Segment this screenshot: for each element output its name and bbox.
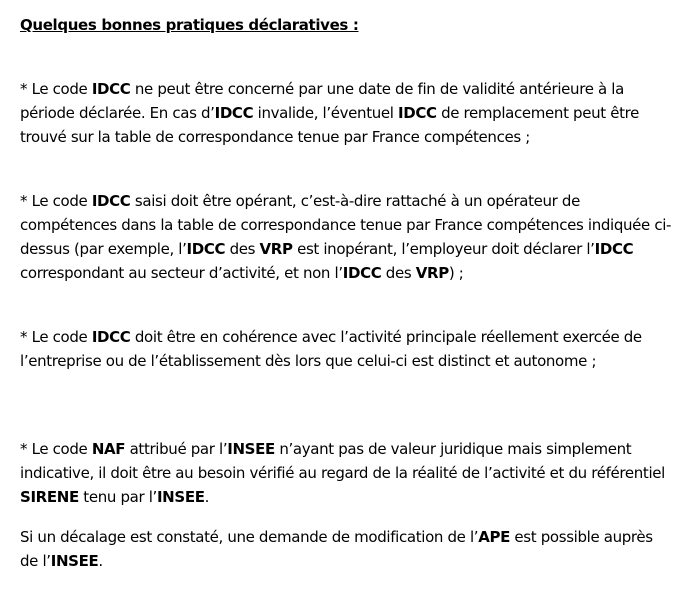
text-segment: Si un décalage est constaté, une demande de modification de l’ <box>20 528 479 546</box>
bullet-paragraph-naf-code <box>20 437 675 509</box>
bold-term: INSEE <box>50 552 99 570</box>
bold-term: APE <box>478 528 511 546</box>
section-heading: Quelques bonnes pratiques déclaratives : <box>20 16 359 34</box>
text-segment: attribué par l’ <box>125 440 228 458</box>
text-segment: n’ayant pas de valeur juridique mais simplement indicative, il doit être au besoin vérifié au regard de la réalité de l’activité et du référentiel <box>20 440 665 482</box>
bullet-paragraph-idcc-coherence <box>20 325 675 373</box>
bold-term: IDCC <box>214 104 254 122</box>
text-segment: des <box>225 240 260 258</box>
bullet-marker: * <box>20 328 28 346</box>
text-segment: Le code <box>27 328 92 346</box>
text-segment: est possible auprès de l’ <box>20 528 653 570</box>
bold-term: IDCC <box>186 240 226 258</box>
text-segment: . <box>98 552 103 570</box>
text-segment: de remplacement peut être trouvé sur la table de correspondance tenue par France compétences ; <box>20 104 639 146</box>
bold-term: NAF <box>91 440 126 458</box>
text-segment: ne peut être concerné par une date de fin de validité antérieure à la période déclarée. En cas d’ <box>20 80 624 122</box>
bold-term: SIRENE <box>20 488 79 506</box>
text-segment: saisi doit être opérant, c’est-à-dire rattaché à un opérateur de compétences dans la table de correspondance tenue par France compétences indiquée ci-dessus (par exemple, l’ <box>20 192 672 258</box>
bold-term: IDCC <box>398 104 437 122</box>
closing-paragraph <box>20 525 675 573</box>
bullet-marker: * <box>20 192 28 210</box>
bold-term: INSEE <box>227 440 275 458</box>
bold-term: INSEE <box>156 488 205 506</box>
text-segment: Le code <box>27 192 92 210</box>
bold-term: IDCC <box>91 80 131 98</box>
text-segment: ) ; <box>448 264 464 282</box>
text-segment: invalide, l’éventuel <box>253 104 399 122</box>
bold-term: VRP <box>259 240 293 258</box>
text-segment: des <box>381 264 416 282</box>
bullet-paragraph-idcc-operant <box>20 189 675 285</box>
text-segment: tenu par l’ <box>78 488 157 506</box>
text-segment: . <box>204 488 210 506</box>
bold-term: IDCC <box>594 240 634 258</box>
bullet-marker: * <box>20 80 28 98</box>
bold-term: IDCC <box>91 328 131 346</box>
text-segment: Le code <box>27 80 92 98</box>
bold-term: VRP <box>415 264 449 282</box>
bullet-paragraph-idcc-validity <box>20 77 675 149</box>
text-segment: est inopérant, l’employeur doit déclarer l’ <box>292 240 595 258</box>
text-segment: correspondant au secteur d’activité, et non l’ <box>20 264 343 282</box>
text-segment: doit être en cohérence avec l’activité principale réellement exercée de l’entreprise ou de l’établissement dès lors que celui-ci est distinct et autonome ; <box>20 328 642 370</box>
text-segment: Le code <box>27 440 92 458</box>
bold-term: IDCC <box>91 192 131 210</box>
bold-term: IDCC <box>342 264 382 282</box>
bullet-marker: * <box>20 440 28 458</box>
